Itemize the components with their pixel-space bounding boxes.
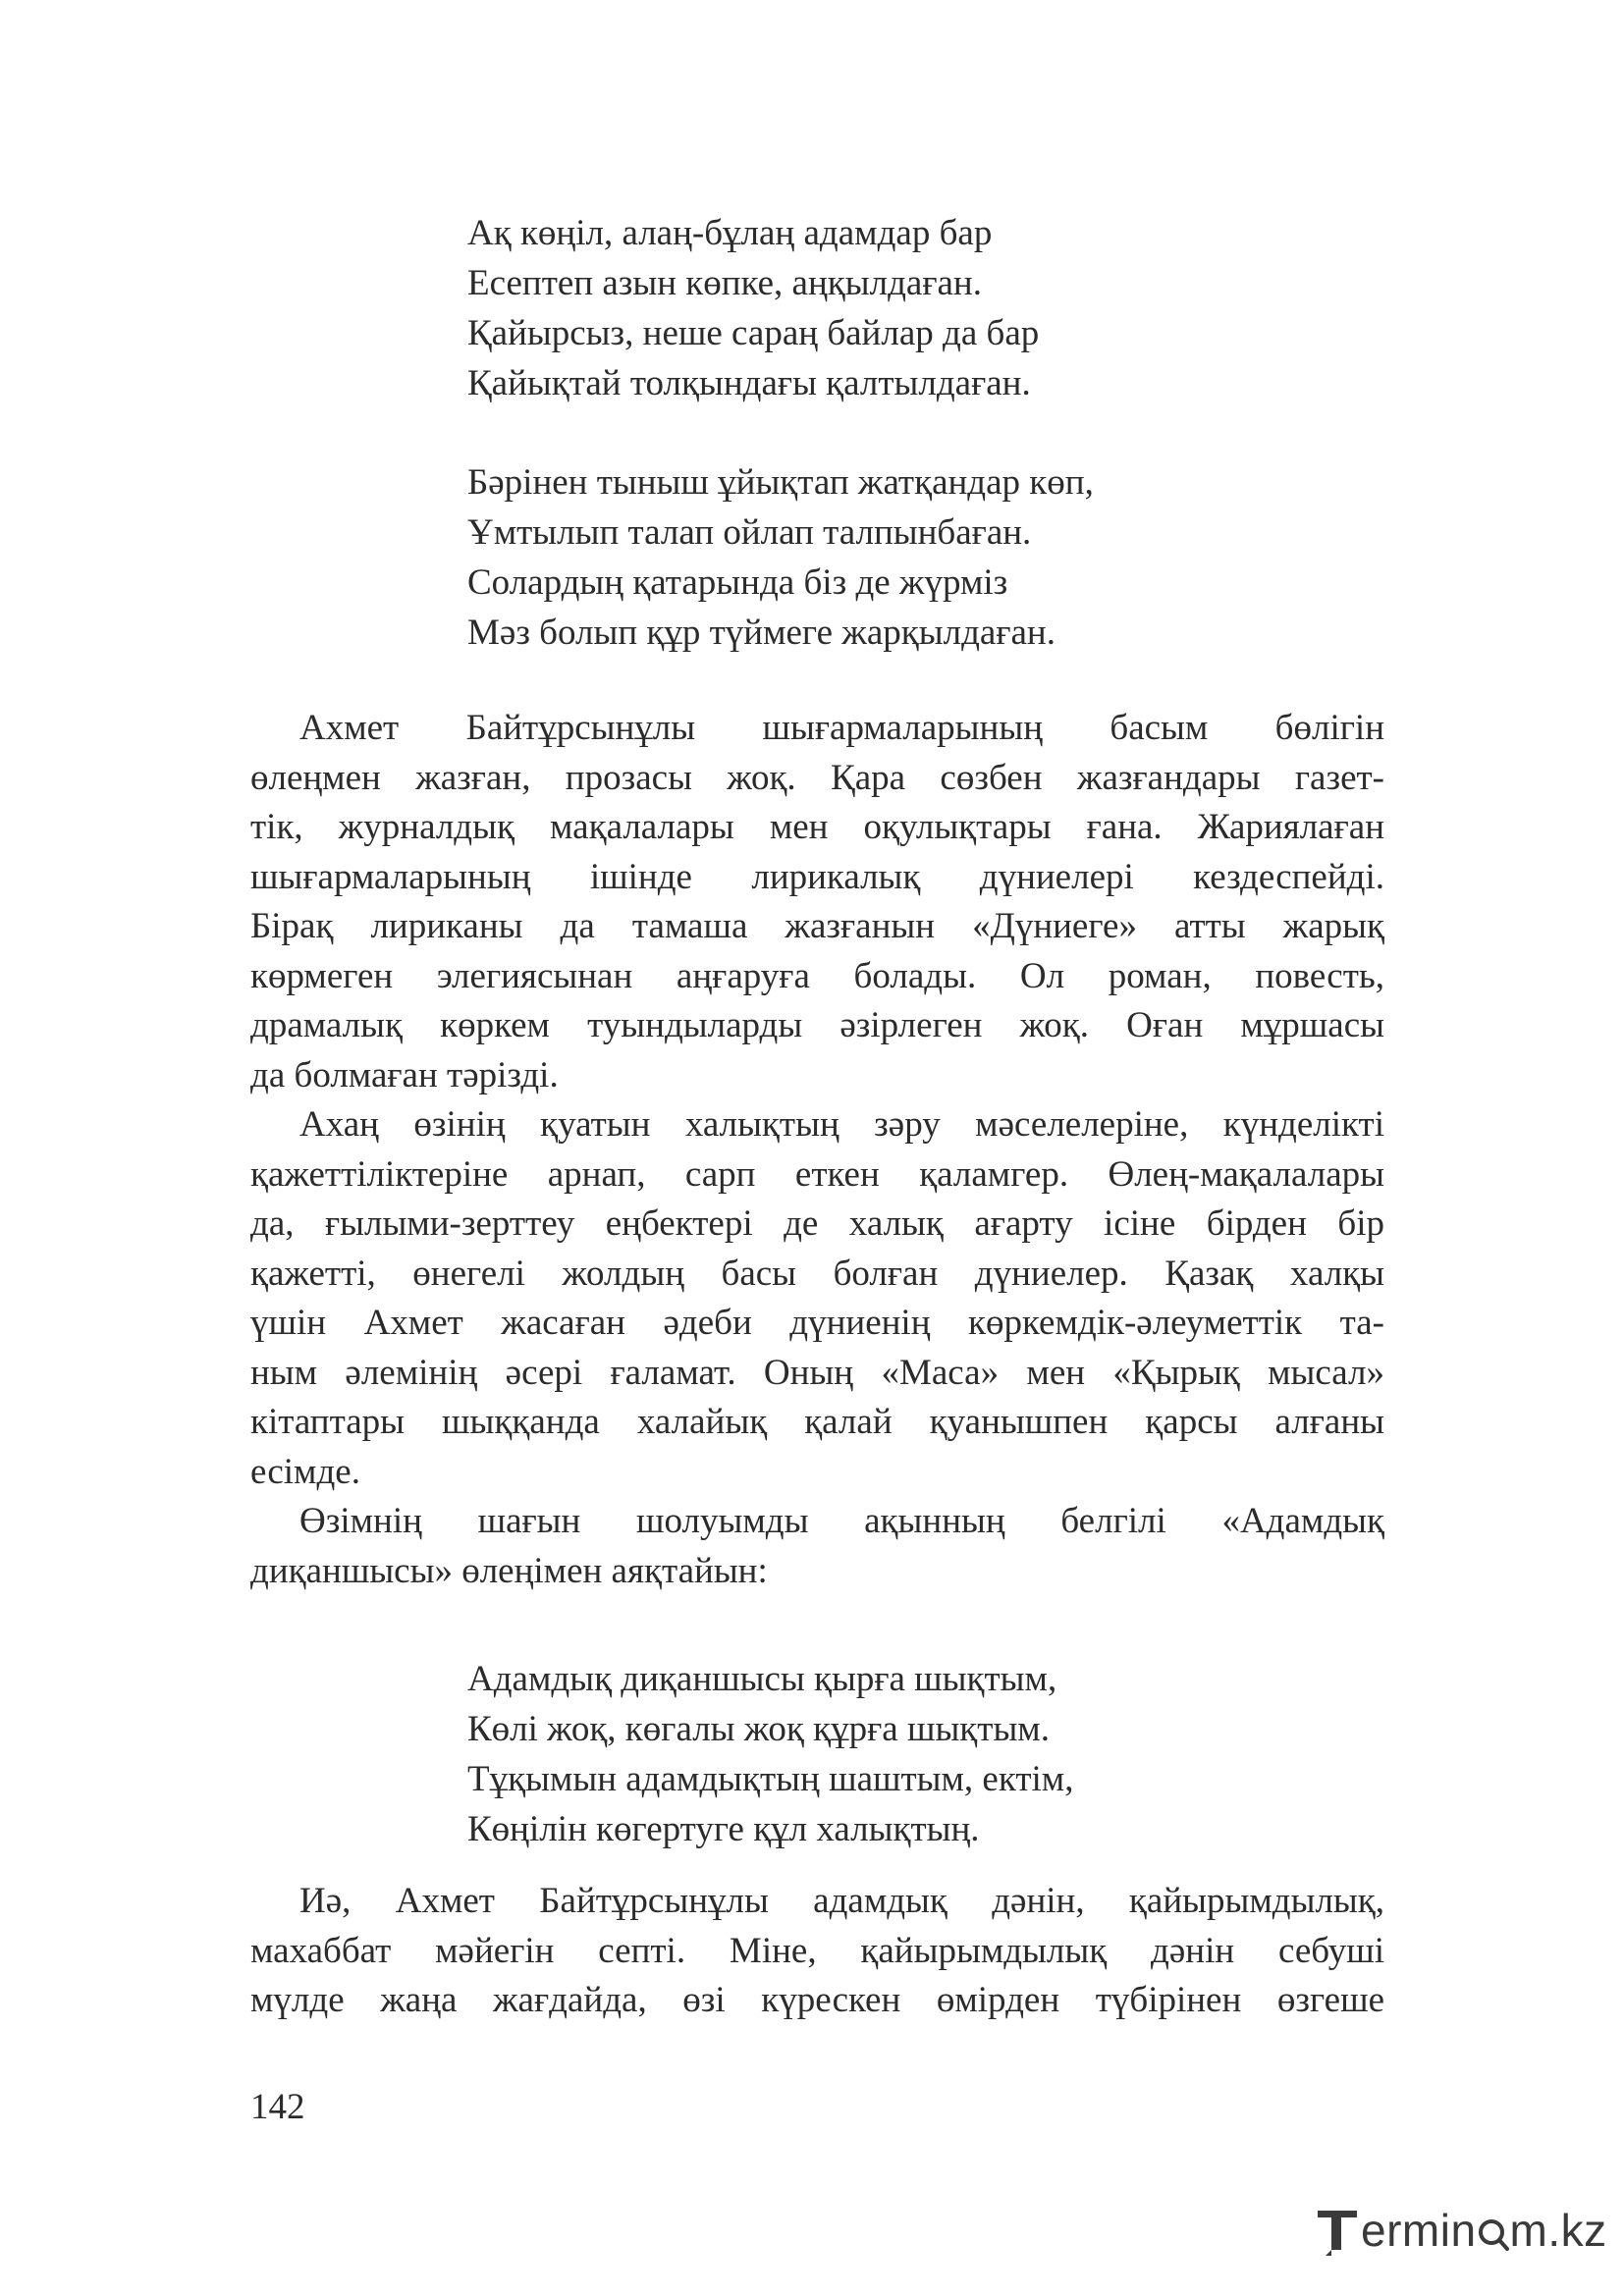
paragraph-line: кітаптары шыққанда халайық қалай қуанышпен қарсы алғаны <box>250 1402 1384 1442</box>
poem-line: Ақ көңіл, алаң-бұлаң адамдар бар <box>467 213 993 253</box>
watermark-text-before: ermin <box>1361 2205 1477 2256</box>
page-number: 142 <box>250 2087 305 2127</box>
poem-line: Ұмтылып талап ойлап талпынбаған. <box>467 512 1032 553</box>
paragraph-line: махаббат мәйегін септі. Міне, қайырымдылық дәнін себуші <box>250 1930 1384 1971</box>
paragraph-line: Бірақ лириканы да тамаша жазғанын «Дүниеге» атты жарық <box>250 906 1384 946</box>
poem-line: Бәрінен тыныш ұйықтап жатқандар көп, <box>467 462 1094 503</box>
poem-line: Көлі жоқ, көгалы жоқ құрға шықтым. <box>467 1709 1050 1749</box>
paragraph-line: есімде. <box>250 1451 360 1492</box>
site-watermark <box>1316 2201 1607 2260</box>
paragraph-line: мүлде жаңа жағдайда, өзі күрескен өмірден түбірінен өзгеше <box>250 1980 1384 2020</box>
body-text-block-1 <box>250 704 1384 1596</box>
paragraph-line: да, ғылыми-зерттеу еңбектері де халық ағарту ісіне бірден бір <box>250 1203 1384 1244</box>
paragraph-line: тік, журналдық мақалалары мен оқулықтары ғана. Жариялаған <box>250 807 1384 847</box>
body-text-block-2 <box>250 1877 1384 2026</box>
watermark-text-after: m.kz <box>1509 2205 1607 2256</box>
paragraph-line: Ахмет Байтұрсынұлы шығармаларының басым бөлігін <box>299 708 1384 748</box>
paragraph-line: үшін Ахмет жасаған әдеби дүниенің көркемдік-әлеуметтік та- <box>250 1303 1384 1343</box>
poem-stanza-2 <box>467 457 1094 658</box>
poem-line: Адамдық диқаншысы қырға шықтым, <box>467 1659 1057 1699</box>
paragraph-line: қажетті, өнегелі жолдың басы болған дүниелер. Қазақ халқы <box>250 1253 1384 1294</box>
poem-line: Солардың қатарында біз де жүрміз <box>467 562 1008 603</box>
magnifier-icon <box>1477 2211 1510 2250</box>
poem-line: Мәз болып құр түймеге жарқылдаған. <box>467 613 1056 653</box>
paragraph-line: көрмеген элегиясынан аңғаруға болады. Ол роман, повесть, <box>250 955 1384 996</box>
poem-line: Есептеп азын көпке, аңқылдаған. <box>467 263 982 303</box>
paragraph-line: Ахаң өзінің қуатын халықтың зәру мәселелеріне, күнделікті <box>299 1104 1384 1145</box>
poem-line: Тұқымын адамдықтың шаштым, ектім, <box>467 1759 1074 1799</box>
termincom-logo-icon <box>1316 2203 1359 2258</box>
paragraph-line: қажеттіліктеріне арнап, сарп еткен қаламгер. Өлең-мақалалары <box>250 1153 1384 1195</box>
poem-line: Қайырсыз, неше сараң байлар да бар <box>467 313 1040 353</box>
paragraph-line: драмалық көркем туындыларды әзірлеген жоқ. Оған мұршасы <box>250 1005 1384 1045</box>
paragraph-line: да болмаған тәрізді. <box>250 1054 559 1095</box>
poem-stanza-3 <box>467 1654 1073 1854</box>
paragraph-line: Өзімнің шағын шолуымды ақынның белгілі «Адамдық <box>299 1501 1384 1541</box>
paragraph-line: шығармаларының ішінде лирикалық дүниелері кездеспейді. <box>250 856 1384 897</box>
poem-line: Қайықтай толқындағы қалтылдаған. <box>467 363 1031 403</box>
poem-line: Көңілін көгертуге құл халықтың. <box>467 1809 980 1849</box>
poem-stanza-1 <box>467 208 1039 408</box>
paragraph-line: ным әлемінің әсері ғаламат. Оның «Маса» мен «Қырық мысал» <box>250 1352 1384 1393</box>
paragraph-line: өлеңмен жазған, прозасы жоқ. Қара сөзбен жазғандары газет- <box>250 757 1384 798</box>
paragraph-line: диқаншысы» өлеңімен аяқтайын: <box>250 1550 768 1591</box>
paragraph-line: Иә, Ахмет Байтұрсынұлы адамдық дәнін, қайырымдылық, <box>299 1881 1384 1921</box>
